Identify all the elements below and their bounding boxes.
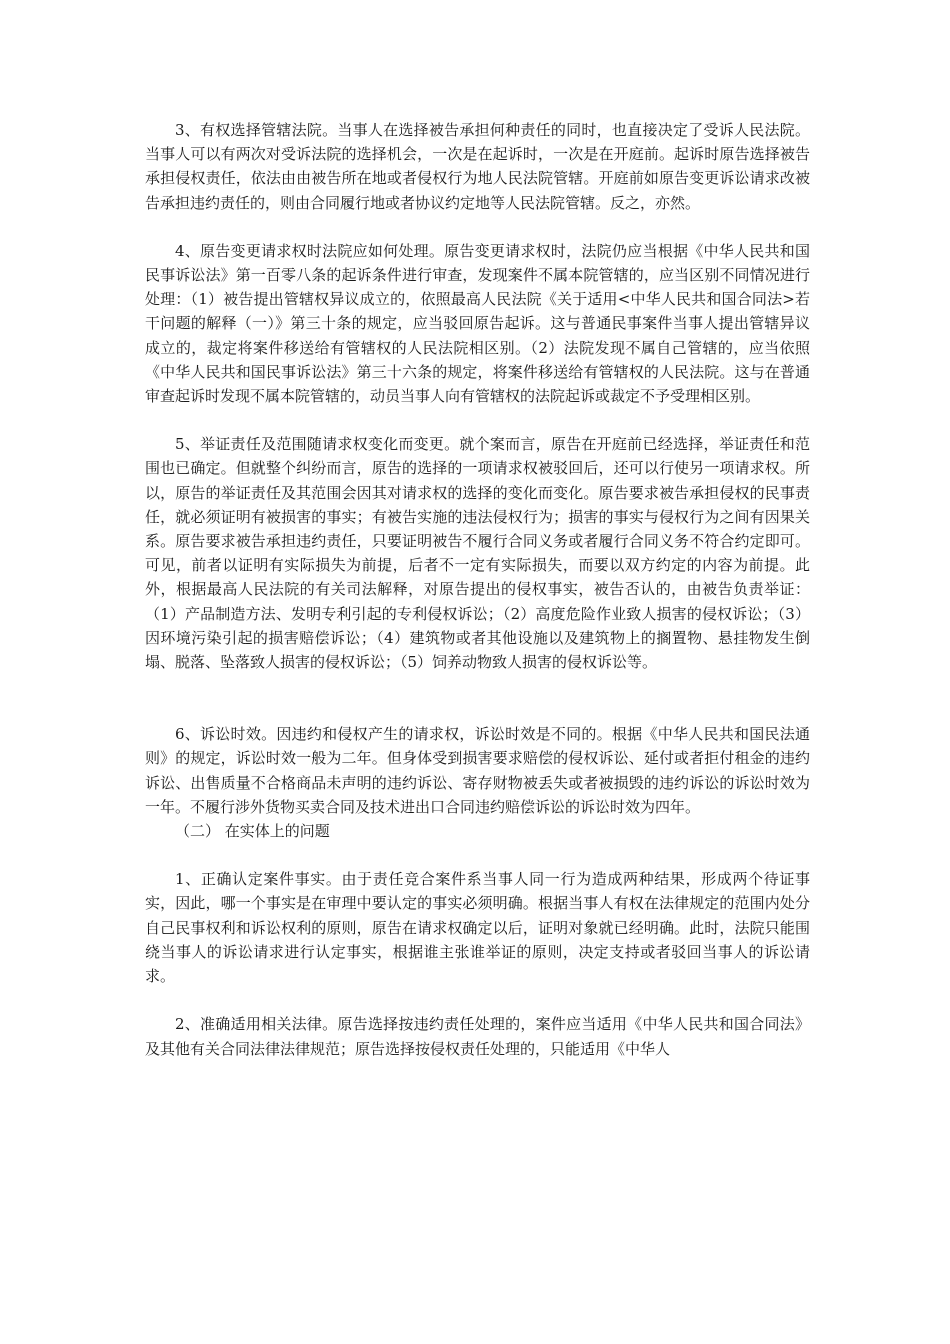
paragraph-facts: 1、正确认定案件事实。由于责任竞合案件系当事人同一行为造成两种结果，形成两个待证事实，因此，哪一个事实是在审理中要认定的事实必须明确。根据当事人有权在法律规定的范围内处分自己民事权利和诉讼权利的原则，原告在请求权确定以后，证明对象就已经明确。此时，法院只能围绕当事人的诉讼请求进行认定事实，根据谁主张谁举证的原则，决定支持或者驳回当事人的诉讼请求。 — [145, 870, 810, 986]
paragraph-applicable-law: 2、准确适用相关法律。原告选择按违约责任处理的，案件应当适用《中华人民共和国合同法》及其他有关合同法律法律规范；原告选择按侵权责任处理的，只能适用《中华人 — [145, 1015, 810, 1058]
paragraph-limitation: 6、诉讼时效。因违约和侵权产生的请求权，诉讼时效是不同的。根据《中华人民共和国民法通则》的规定，诉讼时效一般为二年。但身体受到损害要求赔偿的侵权诉讼、延付或者拒付租金的违约诉讼、出售质量不合格商品未声明的违约诉讼、寄存财物被丢失或者被损毁的违约诉讼的诉讼时效为一年。不履行涉外货物买卖合同及技术进出口合同违约赔偿诉讼的诉讼时效为四年。 — [145, 725, 810, 816]
document-page — [145, 118, 810, 1061]
section-heading-substantive: （二） 在实体上的问题 — [175, 822, 330, 841]
paragraph-burden-of-proof: 5、举证责任及范围随请求权变化而变更。就个案而言，原告在开庭前已经选择，举证责任和范围也已确定。但就整个纠纷而言，原告的选择的一项请求权被驳回后，还可以行使另一项请求权。所以，原告的举证责任及其范围会因其对请求权的选择的变化而变化。原告要求被告承担侵权的民事责任，就必须证明有被损害的事实；有被告实施的违法侵权行为；损害的事实与侵权行为之间有因果关系。原告要求被告承担违约责任，只要证明被告不履行合同义务或者履行合同义务不符合约定即可。可见，前者以证明有实际损失为前提，后者不一定有实际损失，而要以双方约定的内容为前提。此外，根据最高人民法院的有关司法解释，对原告提出的侵权事实，被告否认的，由被告负责举证：（1）产品制造方法、发明专利引起的专利侵权诉讼；（2）高度危险作业致人损害的侵权诉讼；（3）因环境污染引起的损害赔偿诉讼；（4）建筑物或者其他设施以及建筑物上的搁置物、悬挂物发生倒塌、脱落、坠落致人损害的侵权诉讼；（5）饲养动物致人损害的侵权诉讼等。 — [145, 435, 810, 672]
paragraph-claim-change: 4、原告变更请求权时法院应如何处理。原告变更请求权时，法院仍应当根据《中华人民共和国民事诉讼法》第一百零八条的起诉条件进行审查，发现案件不属本院管辖的，应当区别不同情况进行处理：（1）被告提出管辖权异议成立的，依照最高人民法院《关于适用<中华人民共和国合同法>若干问题的解释（一）》第三十条的规定，应当驳回原告起诉。这与普通民事案件当事人提出管辖异议成立的，裁定将案件移送给有管辖权的人民法院相区别。（2）法院发现不属自己管辖的，应当依照《中华人民共和国民事诉讼法》第三十六条的规定，将案件移送给有管辖权的人民法院。这与在普通审查起诉时发现不属本院管辖的，动员当事人向有管辖权的法院起诉或裁定不予受理相区别。 — [145, 241, 810, 406]
paragraph-jurisdiction: 3、有权选择管辖法院。当事人在选择被告承担何种责任的同时，也直接决定了受诉人民法院。当事人可以有两次对受诉法院的选择机会，一次是在起诉时，一次是在开庭前。起诉时原告选择被告承担侵权责任，依法由由被告所在地或者侵权行为地人民法院管辖。开庭前如原告变更诉讼请求改被告承担违约责任的，则由合同履行地或者协议约定地等人民法院管辖。反之，亦然。 — [145, 121, 810, 212]
